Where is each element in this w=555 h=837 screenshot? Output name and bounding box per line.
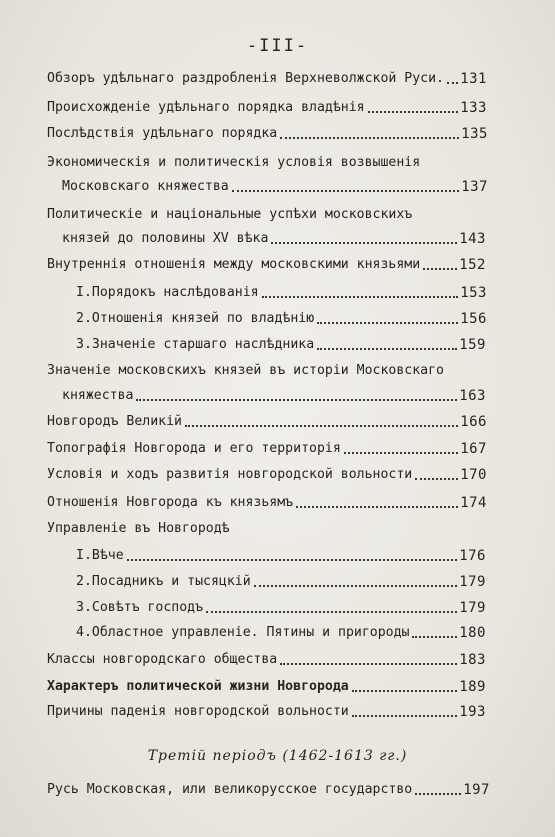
dot-leader xyxy=(262,295,459,298)
toc-entry-title: Характеръ политической жизни Новгорода xyxy=(47,679,349,694)
toc-entry-page: 183 xyxy=(459,652,486,668)
toc-entry[interactable] xyxy=(62,230,486,248)
toc-entry-title: 2.Посадникъ и тысяцкій xyxy=(76,574,251,589)
toc-entry[interactable] xyxy=(47,494,487,512)
dot-leader xyxy=(412,635,457,638)
dot-leader xyxy=(296,505,458,508)
toc-entry-page: 166 xyxy=(460,414,487,430)
dot-leader xyxy=(317,347,457,350)
toc-entry[interactable] xyxy=(62,387,486,405)
toc-entry[interactable] xyxy=(76,336,486,354)
toc-entry-page: 189 xyxy=(459,679,486,695)
toc-entry-page: 133 xyxy=(460,100,487,116)
dot-leader xyxy=(415,477,458,480)
toc-entry-title-continued: Московскаго княжества xyxy=(62,179,229,194)
toc-entry-page: 170 xyxy=(460,467,487,483)
toc-entry-title: Причины паденія новгородской вольности xyxy=(47,704,349,719)
dot-leader xyxy=(280,136,459,139)
toc-entry-page: 153 xyxy=(460,285,487,301)
dot-leader xyxy=(317,321,458,324)
toc-entry-page: 143 xyxy=(459,231,486,247)
toc-entry-page: 197 xyxy=(463,782,490,798)
toc-entry-page: 135 xyxy=(461,126,488,142)
toc-entry-page: 131 xyxy=(460,71,487,87)
toc-entry[interactable] xyxy=(76,624,486,642)
toc-entry-title: Условія и ходъ развитія новгородской вольности xyxy=(47,467,413,482)
dot-leader xyxy=(136,398,457,401)
toc-entry-page: 174 xyxy=(460,495,487,511)
toc-entry-title-continued: князей до половины XV вѣка xyxy=(62,231,269,246)
toc-entry[interactable] xyxy=(47,256,486,274)
toc-entry-page: 137 xyxy=(461,179,488,195)
toc-entry[interactable] xyxy=(47,466,487,484)
toc-entry[interactable] xyxy=(47,703,486,721)
dot-leader xyxy=(352,689,458,692)
toc-entry-title: Экономическія и политическія условія возвышенія xyxy=(47,155,421,170)
toc-entry-title: I.Порядокъ наслѣдованія xyxy=(76,285,259,300)
toc-entry-title: Русь Московская, или великорусское государство xyxy=(47,782,413,797)
toc-entry-title: Отношенія Новгорода къ князьямъ xyxy=(47,495,294,510)
toc-entry-page: 176 xyxy=(459,548,486,564)
toc-entry[interactable] xyxy=(47,678,486,696)
toc-entry[interactable] xyxy=(62,178,488,196)
toc-entry-title: 3.Значеніе старшаго наслѣдника xyxy=(76,337,315,352)
toc-entry[interactable] xyxy=(47,651,486,669)
page-number-header: -III- xyxy=(246,36,309,56)
toc-entry-title: 2.Отношенія князей по владѣнію xyxy=(76,311,315,326)
dot-leader xyxy=(232,189,459,192)
dot-leader xyxy=(352,714,458,717)
toc-entry-title-continued: княжества xyxy=(62,388,134,403)
toc-entry-title: Политическіе и національные успѣхи московскихъ xyxy=(47,207,413,222)
toc-entry-title: Классы новгородскаго общества xyxy=(47,652,278,667)
toc-entry-page: 163 xyxy=(459,388,486,404)
toc-entry-page: 179 xyxy=(459,574,486,590)
dot-leader xyxy=(185,424,458,427)
toc-entry-title: Новгородъ Великій xyxy=(47,414,182,429)
toc-entry[interactable] xyxy=(47,125,488,143)
dot-leader xyxy=(344,451,458,454)
toc-entry-page: 167 xyxy=(460,441,487,457)
toc-entry-page: 180 xyxy=(459,625,486,641)
dot-leader xyxy=(368,110,459,113)
toc-entry[interactable] xyxy=(76,310,487,328)
dot-leader xyxy=(271,241,457,244)
toc-entry-title: Происхожденіе удѣльнаго порядка владѣнія xyxy=(47,100,365,115)
period-heading: Третій періодъ (1462-1613 гг.) xyxy=(147,748,408,764)
toc-entry-title: Послѣдствія удѣльнаго порядка xyxy=(47,126,278,141)
dot-leader xyxy=(423,267,457,270)
toc-entry[interactable] xyxy=(47,99,487,117)
dot-leader xyxy=(206,610,457,613)
dot-leader xyxy=(280,662,457,665)
toc-entry-page: 179 xyxy=(459,600,486,616)
toc-entry-title: I.Вѣче xyxy=(76,548,124,563)
toc-entry-page: 156 xyxy=(460,311,487,327)
toc-entry-page: 193 xyxy=(459,704,486,720)
dot-leader xyxy=(415,792,461,795)
toc-entry[interactable] xyxy=(76,547,486,565)
toc-entry[interactable] xyxy=(47,440,487,458)
toc-entry-title: Топографія Новгорода и его территорія xyxy=(47,441,341,456)
toc-entry[interactable] xyxy=(47,413,487,431)
toc-entry[interactable] xyxy=(76,284,487,302)
toc-entry-title: Обзоръ удѣльнаго раздробленія Верхневолжской Руси. xyxy=(47,71,444,86)
toc-entry[interactable] xyxy=(47,781,490,799)
toc-entry-title: Значеніе московскихъ князей въ исторіи Московскаго xyxy=(47,363,444,378)
toc-entry-page: 152 xyxy=(459,257,486,273)
toc-entry[interactable] xyxy=(47,70,487,88)
toc-entry-title: 3.Совѣтъ господъ xyxy=(76,600,204,615)
toc-section-title: Управленіе въ Новгородѣ xyxy=(47,521,230,536)
dot-leader xyxy=(254,584,458,587)
toc-entry-page: 159 xyxy=(459,337,486,353)
dot-leader xyxy=(127,558,458,561)
toc-entry-title: 4.Областное управленіе. Пятины и пригороды xyxy=(76,625,410,640)
toc-entry[interactable] xyxy=(76,599,486,617)
toc-entry[interactable] xyxy=(76,573,486,591)
toc-entry-title: Внутреннія отношенія между московскими князьями xyxy=(47,257,421,272)
dot-leader xyxy=(447,81,458,84)
